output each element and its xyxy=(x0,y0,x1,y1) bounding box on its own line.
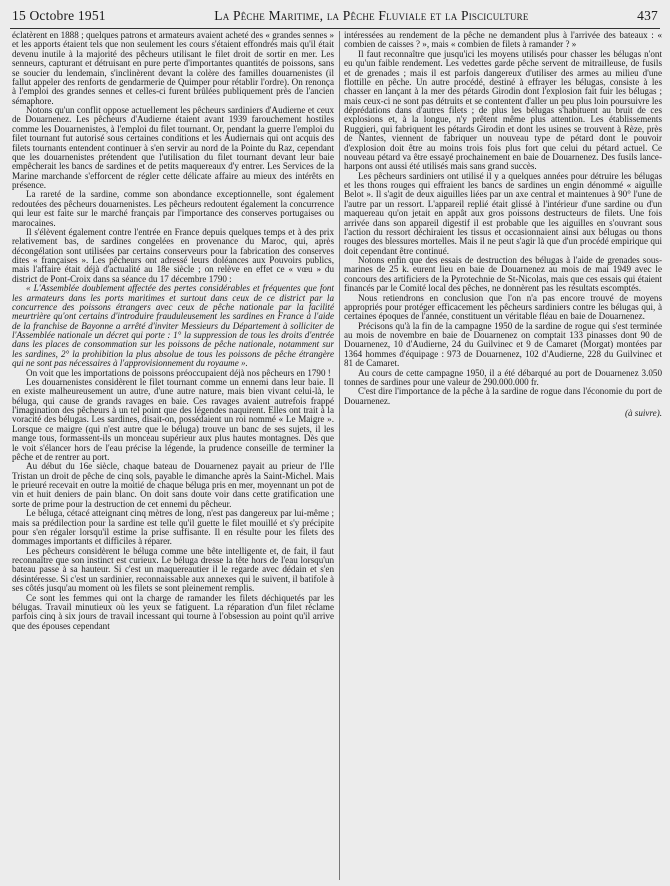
article-paragraph: Ce sont les femmes qui ont la charge de ramander les filets déchiquetés par les bélugas. Travail minutieux où les yeux se fatiguent. La réparation d'un filet réclame parfois cinq à six jours de travail incessant qui tourne à l'obsession au point qu'il arrive que des épouses cependant xyxy=(12,592,334,631)
header-rule xyxy=(10,28,660,29)
article-paragraph: C'est dire l'importance de la pêche à la sardine de rogue dans l'économie du port de Douarnenez. xyxy=(344,386,662,406)
article-paragraph: Les pêcheurs sardiniers ont utilisé il y a quelques années pour détruire les bélugas et les thons rouges qui effraient les bancs de sardines un engin dénommé « aiguille Belot ». Il s'agit de deux aiguilles liées par un axe central et maintenues à 90° l'une de l'autre par un ressort. L'appareil replié était glissé à l'intérieur d'une sardine ou d'un maquereau qu'on jetait en appât aux gros poissons destructeurs de filets. Une fois arrivée dans son appareil digestif il est probable que les aiguilles en s'ouvrant sous l'action du ressort déchiraient les tissus et occasionnaient ainsi aux bélugas ou thons rouges des blessures mortelles. Mais il ne peut s'agir là que d'un procédé empirique qui doit cependant être continué. xyxy=(344,170,662,256)
article-paragraph: Il faut reconnaître que jusqu'ici les moyens utilisés pour chasser les bélugas n'ont eu qu'un faible rendement. Les vedettes garde pêche servent de mitrailleuse, de fusils et de grenades ; mais il est parfois dangereux d'utiliser des armes au milieu d'une flottille en pêche. Un autre procédé, destiné à effrayer les bélugas, consiste à les chasser en lançant à la mer des pétards Girodin dont l'explosion fait fuir les bélugas ; mais ceux-ci ne sont pas détruits et se contentent d'aller un peu plus loin poursuivre les déprédations dans d'autres filets ; de plus les bélugas s'habituent au bruit de ces explosions et, à la longue, n'y prêtent même plus attention. Les établissements Ruggieri, qui fabriquent les pétards Girodin et dont les usines se trouvent à Rèze, près de Nantes, viennent de fabriquer un nouveau type de pétard dont le pouvoir d'explosion doit être au moins trois fois plus fort que celui du pétard actuel. Ce nouveau pétard va être essayé prochainement en baie de Douarnenez. Des fusils lance-harpons ont aussi été utilisés mais sans grand succès. xyxy=(344,48,662,172)
article-paragraph: Précisons qu'à la fin de la campagne 1950 de la sardine de rogue qui s'est terminée au mois de novembre en baie de Douarnenez on comptait 133 pinasses dont 90 de Douarnenez, 10 d'Audierne, 24 du Guilvinec et 9 de Camaret (Morgat) montées par 1364 hommes d'équipage : 973 de Douarnenez, 102 d'Audierne, 228 du Guilvinec et 81 de Camaret. xyxy=(344,320,662,369)
article-paragraph: La rareté de la sardine, comme son abondance exceptionnelle, sont également redoutées des pêcheurs douarnenistes. Les pêcheurs redoutent également la concurrence qui leur est faite sur le marché français par l'importance des conserves portugaises ou marocaines. xyxy=(12,189,334,228)
continuation-note: (à suivre). xyxy=(624,408,662,418)
header-journal-title: La Pêche Maritime, la Pêche Fluviale et la Pisciculture xyxy=(214,8,529,23)
running-header xyxy=(12,6,658,26)
article-paragraph: Notons enfin que des essais de destruction des bélugas à l'aide de grenades sous-marines de 25 k. eurent lieu en baie de Douarnenez au mois de mai 1949 avec le concours des artificiers de la Pyrotechnie de St-Nicolas, mais que ces essais qui étaient financés par le Comité local des pêches, ne donnèrent pas les résultats escomptés. xyxy=(344,255,662,294)
article-paragraph: « L'Assemblée doublement affectée des pertes considérables et fréquentes que font les armateurs dans les ports maritimes et surtout dans ceux de ce district par la concurrence des poissons étrangers avec ceux de pêche nationale par la facilité meurtrière qu'ont certains d'introduire frauduleusement les sardines en France à l'aide de la franchise de Bayonne a arrêté d'inviter Messieurs du Département à solliciter de l'Assemblée nationale un décret qui porte : 1° la suppression de tous les droits d'entrée dans les places de consommation sur les poissons de pêche nationale, notamment sur les sardines, 2° la prohibition la plus absolue de tous les poissons de pêche étrangère qui ne sont pas nécessaires à l'approvisionnement du royaume ». xyxy=(12,283,334,369)
header-page-number: 437 xyxy=(637,8,658,23)
header-date: 15 Octobre 1951 xyxy=(12,8,106,23)
article-paragraph: Le béluga, cétacé atteignant cinq mètres de long, n'est pas dangereux par lui-même ; mais sa prédilection pour la sardine est telle qu'il guette le filet mouillé et s'y précipite pour s'en régaler lorsqu'il estime la prise suffisante. Il en résulte pour les filets des dommages importants et difficiles à réparer. xyxy=(12,508,334,547)
article-paragraph: Notons qu'un conflit oppose actuellement les pêcheurs sardiniers d'Audierne et ceux de Douarnenez. Les pêcheurs d'Audierne étaient avant 1939 farouchement hostiles comme les Douarnenistes, à l'emploi du filet tournant. Or, pendant la guerre l'emploi du filet tournant fut autorisé sous certaines conditions et les Audiernais qui ont acquis des filets tournants entendent continuer à s'en servir au nord de la Pointe du Raz, cependant que les douarnenistes prétendent que l'utilisation du filet tournant devant leur baie empêcherait les bancs de sardines et de petits maquereaux d'y entrer. Les Services de la Marine marchande s'efforcent de régler cette délicate affaire au mieux des intérêts en présence. xyxy=(12,105,334,190)
article-paragraph: Au cours de cette campagne 1950, il a été débarqué au port de Douarnenez 3.050 tonnes de sardines pour une valeur de 290.000.000 fr. xyxy=(344,367,662,387)
article-paragraph: Les pêcheurs considèrent le béluga comme une bête intelligente et, de fait, il faut reconnaître que son instinct est curieux. Le béluga dresse la tête hors de l'eau lorsqu'un bateau passe à sa hauteur. Si c'est un maquereautier il le regarde avec dédain et s'en désintéresse. Si c'est un sardinier, reconnaissable aux annexes qui le suivent, il batifole à ses côtés jusqu'au moment où les filets se sont pleinement remplis. xyxy=(12,545,334,594)
article-paragraph: Nous retiendrons en conclusion que l'on n'a pas encore trouvé de moyens appropriés pour protéger efficacement les pêcheurs sardiniers contre les bélugas qui, à certaines époques de l'année, constituent un véritable fléau en baie de Douarnenez. xyxy=(344,292,662,322)
article-paragraph: intéressées au rendement de la pêche ne demandent plus à l'arrivée des bateaux : « combien de caisses ? », mais « combien de filets à ramander ? » xyxy=(344,31,662,50)
left-column xyxy=(12,31,334,880)
column-divider xyxy=(339,31,340,880)
article-paragraph: On voit que les importations de poissons préoccupaient déjà nos pêcheurs en 1790 ! xyxy=(26,367,331,378)
article-paragraph: Au début du 16e siècle, chaque bateau de Douarnenez payait au prieur de l'Ile Tristan un droit de pêche de cinq sols, payable le dimanche après la Saint-Michel. Mais le prieuré recevait en outre la moitié de chaque béluga pris en mer, moyennant un pot de vin et huit deniers de pain blanc. On doit sans doute voir dans cette gratification une sorte de prime pour la destruction de cet ennemi du pêcheur. xyxy=(12,461,334,509)
article-paragraph: Il s'élèvent également contre l'entrée en France depuis quelques temps et à des prix relativement bas, de sardines congelées en provenance du Maroc, qui, après décongélation sont utilisées par certains conserveurs pour la fabrication des conserves dites « françaises ». Les pêcheurs ont adressé leurs doléances aux Pouvoirs publics, mais l'affaire était déjà d'actualité au 18e siècle ; on relève en effet ce « vœu » du district de Pont-Croix dans sa séance du 17 décembre 1790 : xyxy=(12,226,334,284)
right-column xyxy=(344,31,662,880)
article-paragraph: éclatèrent en 1888 ; quelques patrons et armateurs avaient acheté des « grandes sennes » et les apports étaient tels que non seulement les cours s'étaient effondrés mais qu'il était devenu inutile à la majorité des pêcheurs utilisant le filet droit de sortir en mer. Les senneurs, capturant et détruisant en pure perte d'importantes quantités de poissons, sans se soucier du lendemain, s'inclinèrent devant la colère des familles douarnenistes (il fallut appeler des renforts de gendarmerie de Quimper pour rétablir l'ordre). On renonça à l'emploi des grandes sennes et celles-ci furent brûlées publiquement près de l'ancien sémaphore. xyxy=(12,31,334,106)
article-paragraph: Les douarnenistes considèrent le filet tournant comme un ennemi dans leur baie. Il en existe malheureusement un autre, d'une autre nature, mais bien vivant celui-là, le béluga, qui cause de grands ravages en baie. Ces ravages avaient autrefois frappé l'imagination des pêcheurs à un tel point que des légendes naquirent. Elles ont trait à la voracité des bélugas. Les sardines, disait-on, possédaient un roi nommé « Le Maigre ». Lorsque ce maigre (qui n'est autre que le béluga) trouve un banc de ses sujets, il les mange tous, formassent-ils un monceau supérieur aux plus hautes montagnes. Dès que le voit s'élancer hors de l'eau précise la légende, la prudence conseille de terminer la pêche et de rentrer au port. xyxy=(12,376,334,462)
